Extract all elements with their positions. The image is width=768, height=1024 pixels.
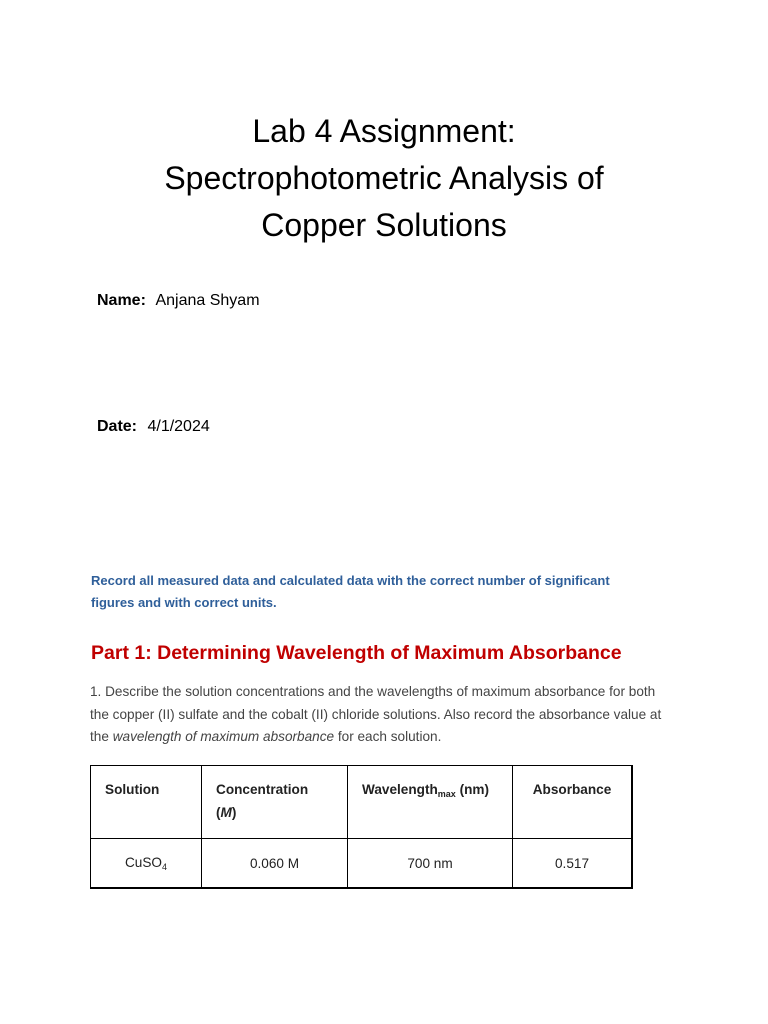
title-line-3: Copper Solutions (261, 207, 507, 243)
name-value: Anjana Shyam (155, 292, 260, 309)
question-line-3 (90, 726, 690, 749)
header-wavelength-label: Wavelength (362, 782, 438, 797)
header-absorbance-label: Absorbance (532, 782, 612, 797)
cell-solution (91, 839, 202, 889)
absorbance-data-table (90, 765, 633, 889)
header-absorbance (513, 766, 633, 839)
paren-open: ( (216, 805, 221, 820)
header-concentration-unit: M (220, 805, 232, 820)
part1-heading: Part 1: Determining Wavelength of Maximum Absorbance (91, 642, 622, 664)
question-line-3-emphasis: wavelength of maximum absorbance (112, 729, 335, 744)
question-line-3-post: for each solution. (334, 729, 442, 744)
header-concentration-label: Concentration (216, 782, 309, 797)
question-line-2: the copper (II) sulfate and the cobalt (II) chloride solutions. Also record the absorbance value at (90, 706, 662, 722)
name-label: Name: (97, 292, 146, 309)
instruction-line-2: figures and with correct units. (91, 595, 277, 610)
cell-solution-subscript: 4 (162, 861, 168, 872)
question-line-3-pre: the (90, 729, 113, 744)
cell-absorbance: 0.517 (513, 839, 633, 889)
header-solution (91, 766, 202, 839)
header-wavelength-subscript: max (437, 789, 456, 799)
page-title (0, 108, 768, 249)
cell-wavelength: 700 nm (348, 839, 513, 889)
cell-solution-formula: CuSO (124, 854, 162, 870)
title-line-2: Spectrophotometric Analysis of (164, 160, 604, 196)
cell-concentration: 0.060 M (202, 839, 348, 889)
instruction-line-1: Record all measured data and calculated data with the correct number of significant (91, 573, 610, 588)
header-wavelength (348, 766, 513, 839)
instruction-note (91, 570, 691, 614)
header-solution-label: Solution (105, 782, 160, 797)
table-row (91, 839, 633, 889)
date-value: 4/1/2024 (147, 418, 210, 435)
header-wavelength-unit: (nm) (455, 782, 490, 797)
name-field (97, 291, 260, 311)
date-field (97, 417, 210, 437)
table-header-row (91, 766, 633, 839)
part1-question (90, 681, 690, 749)
paren-close: ) (231, 805, 237, 820)
question-line-1: 1. Describe the solution concentrations and the wavelengths of maximum absorbance for both (90, 684, 656, 699)
date-label: Date: (97, 418, 138, 435)
header-concentration-unit-line (216, 801, 333, 824)
header-concentration (202, 766, 348, 839)
title-line-1: Lab 4 Assignment: (252, 113, 516, 149)
